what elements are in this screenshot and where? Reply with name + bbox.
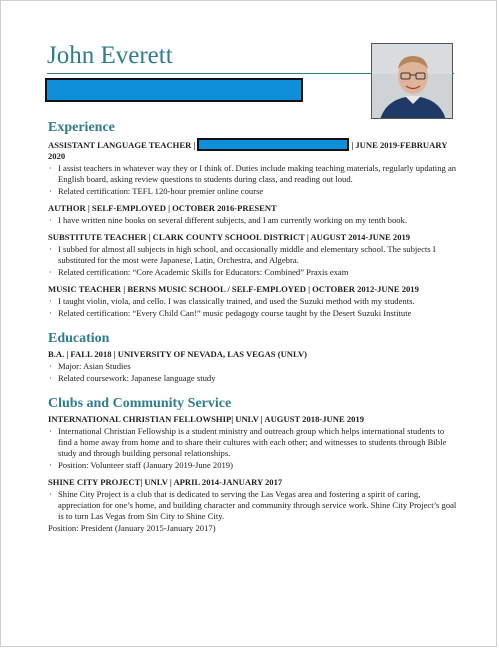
club-title: INTERNATIONAL CHRISTIAN FELLOWSHIP| UNLV | AUGUST 2018-JUNE 2019 (48, 414, 365, 424)
job-entry (48, 284, 458, 319)
club-entry (48, 414, 458, 471)
list-item: · Related coursework: Japanese language study (48, 373, 458, 384)
redacted-employer (197, 138, 349, 151)
list-item: · Major: Asian Studies (48, 361, 458, 372)
job-bullets (48, 215, 458, 226)
clubs-heading: Clubs and Community Service (48, 396, 232, 411)
list-item: · Related certification: “Core Academic Skills for Educators: Combined” Praxis exam (48, 267, 458, 278)
job-bullets (48, 244, 458, 278)
job-title: SUBSTITUTE TEACHER | CLARK COUNTY SCHOOL DISTRICT | AUGUST 2014-JUNE 2019 (48, 232, 411, 242)
club-entry (48, 477, 458, 534)
list-item: · I assist teachers in whatever way they or I think of. Duties include making teaching materials, regularly updating an English board, asking review questions to students during class, and reading out loud. (48, 163, 458, 185)
education-title: B.A. | FALL 2018 | UNIVERSITY OF NEVADA, LAS VEGAS (UNLV) (48, 349, 308, 359)
job-entry (48, 138, 458, 197)
list-item: · I have written nine books on several different subjects, and I am currently working on my tenth book. (48, 215, 458, 226)
job-entry (48, 232, 458, 278)
list-item: · Related certification: TEFL 120-hour premier online course (48, 186, 458, 197)
list-item: · I taught violin, viola, and cello. I was classically trained, and used the Suzuki method with my students. (48, 296, 458, 307)
job-bullets (48, 296, 458, 319)
job-bullets (48, 163, 458, 197)
job-entry (48, 203, 458, 226)
profile-photo (371, 43, 453, 119)
education-bullets (48, 361, 458, 384)
club-bullets (48, 426, 458, 471)
list-item: · Related certification: “Every Child Can!” music pedagogy course taught by the Desert Suzuki Institute (48, 308, 458, 319)
job-title-prefix: ASSISTANT LANGUAGE TEACHER | (48, 140, 196, 150)
job-title-suffix: | JUNE 2019-FEBRUARY 2020 (48, 140, 448, 161)
education-heading: Education (48, 331, 110, 346)
redacted-contact-block (45, 78, 303, 102)
list-item: · Shine City Project is a club that is dedicated to serving the Las Vegas area and fostering a spirit of caring, appreciation for one’s home, and building character and community through service work. Shine City Project’s goal is to turn Las Vegas from Sin City to Shine City. (48, 489, 458, 522)
club-title: SHINE CITY PROJECT| UNLV | APRIL 2014-JANUARY 2017 (48, 477, 283, 487)
club-bullets (48, 489, 458, 522)
job-title (48, 138, 458, 162)
profile-photo-icon (372, 44, 453, 119)
list-item: · International Christian Fellowship is a student ministry and outreach group which helps international students to find a home away from home and to share their cultures with each other; and witnesses to students through Bible study and through building personal relationships. (48, 426, 458, 459)
list-item: · Position: Volunteer staff (January 2019-June 2019) (48, 460, 458, 471)
experience-heading: Experience (48, 120, 115, 135)
job-title: AUTHOR | SELF-EMPLOYED | OCTOBER 2016-PRESENT (48, 203, 277, 213)
resume-content (48, 119, 458, 540)
list-item: · I subbed for almost all subjects in high school, and occasionally middle and elementary school. The subjects I substituted for the most were Japanese, Latin, Orchestra, and Algebra. (48, 244, 458, 266)
club-position: Position: President (January 2015-January 2017) (48, 523, 216, 533)
education-entry (48, 349, 458, 384)
candidate-name: John Everett (47, 42, 173, 69)
job-title: MUSIC TEACHER | BERNS MUSIC SCHOOL / SELF-EMPLOYED | OCTOBER 2012-JUNE 2019 (48, 284, 419, 294)
